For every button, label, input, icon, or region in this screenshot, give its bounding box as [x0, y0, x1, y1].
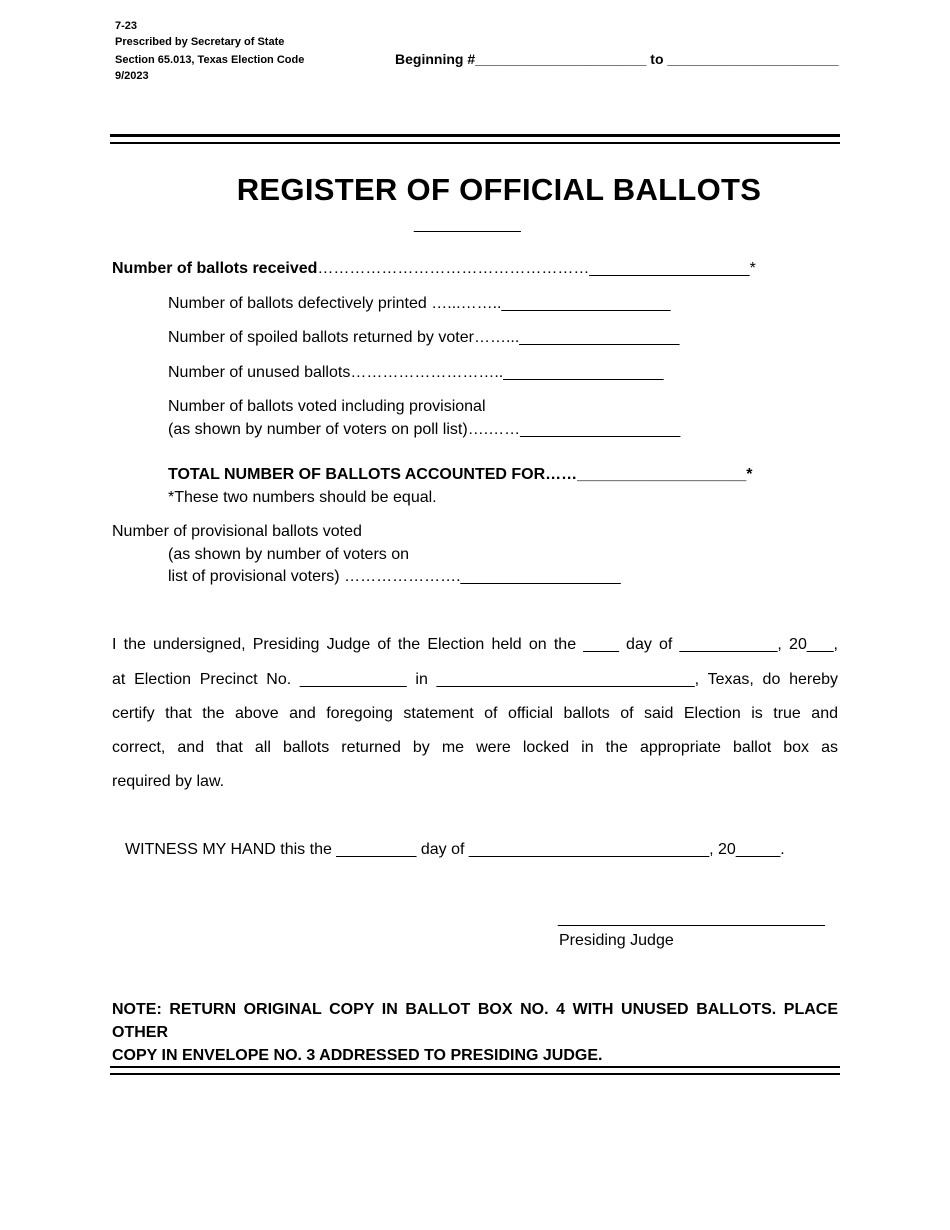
- voted-ballots-row[interactable]: (as shown by number of voters on poll list)….……__________________: [168, 421, 681, 438]
- code-section: Section 65.013, Texas Election Code: [115, 54, 305, 66]
- defective-ballots-row[interactable]: Number of ballots defectively printed …...……..___________________: [168, 295, 671, 312]
- provisional-ballots-sublabel: (as shown by number of voters on: [168, 546, 410, 563]
- bottom-rule-thick: [110, 1066, 840, 1068]
- ballots-received-leader: ……………………………………………__________________*: [317, 260, 756, 277]
- page-title: REGISTER OF OFFICIAL BALLOTS: [236, 172, 762, 207]
- provisional-ballots-label: Number of provisional ballots voted: [112, 523, 362, 540]
- certification-line-4: correct, and that all ballots returned by me were locked in the appropriate ballot box as: [112, 739, 838, 756]
- certification-line-3: certify that the above and foregoing statement of official ballots of said Election is true and: [112, 705, 838, 722]
- top-rule-thick: [110, 134, 840, 137]
- certification-line-2[interactable]: at Election Precinct No. ____________ in _____________________________, Texas, do hereby: [112, 671, 838, 688]
- prescribed-by: Prescribed by Secretary of State: [115, 36, 285, 48]
- voted-ballots-label: Number of ballots voted including provisional: [168, 398, 486, 415]
- form-number: 7-23: [115, 20, 138, 32]
- bottom-rule-thin: [110, 1073, 840, 1075]
- equal-note: *These two numbers should be equal.: [168, 489, 437, 506]
- signature-line[interactable]: ______________________________: [558, 910, 825, 927]
- return-note-line-1: NOTE: RETURN ORIGINAL COPY IN BALLOT BOX NO. 4 WITH UNUSED BALLOTS. PLACE OTHER: [112, 1001, 838, 1041]
- return-note-line-2: COPY IN ENVELOPE NO. 3 ADDRESSED TO PRESIDING JUDGE.: [112, 1047, 603, 1064]
- beginning-number-field[interactable]: Beginning #______________________ to ______________________: [395, 51, 839, 67]
- form-date: 9/2023: [115, 70, 149, 82]
- ballots-received-label: Number of ballots received: [112, 260, 318, 277]
- certification-line-1[interactable]: I the undersigned, Presiding Judge of the Election held on the ____ day of ___________, 20___,: [112, 636, 838, 653]
- ballots-received-row[interactable]: [112, 260, 756, 278]
- total-ballots-row[interactable]: TOTAL NUMBER OF BALLOTS ACCOUNTED FOR……___________________*: [168, 466, 753, 483]
- witness-line[interactable]: WITNESS MY HAND this the _________ day of ___________________________, 20_____.: [125, 841, 785, 858]
- signature-label: Presiding Judge: [559, 932, 674, 949]
- spoiled-ballots-row[interactable]: Number of spoiled ballots returned by voter……...__________________: [168, 329, 680, 346]
- top-rule-thin: [110, 142, 840, 144]
- title-underline: ____________: [414, 216, 521, 233]
- provisional-ballots-row[interactable]: list of provisional voters) ………………….__________________: [168, 568, 621, 585]
- unused-ballots-row[interactable]: Number of unused ballots………………………..__________________: [168, 364, 664, 381]
- certification-line-5: required by law.: [112, 773, 225, 790]
- return-note: [112, 998, 838, 1067]
